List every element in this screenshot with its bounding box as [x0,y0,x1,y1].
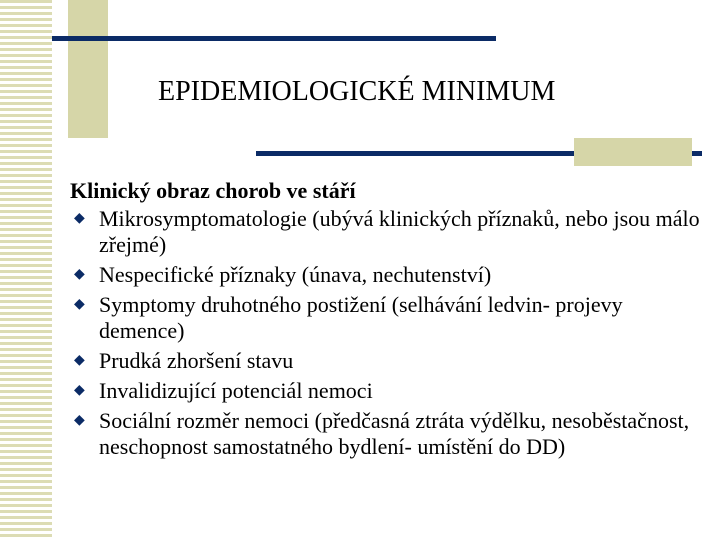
right-decor-block [574,138,692,166]
slide-body [70,178,710,464]
top-left-decor-block [68,0,108,138]
list-item [70,206,710,258]
list-item-text: Mikrosymptomatologie (ubývá klinických příznaků, nebo jsou málo zřejmé) [99,206,700,257]
diamond-bullet-icon: ◆ [74,383,85,398]
list-item [70,348,710,374]
list-item [70,292,710,344]
list-item [70,262,710,288]
top-accent-bar [52,36,496,41]
body-heading: Klinický obraz chorob ve stáří [70,178,356,203]
diamond-bullet-icon: ◆ [74,211,85,226]
left-stripe-decoration [0,0,52,540]
list-item-text: Invalidizující potenciál nemoci [99,378,373,403]
bullet-list [70,206,710,460]
slide-title: EPIDEMIOLOGICKÉ MINIMUM [158,76,556,107]
diamond-bullet-icon: ◆ [74,267,85,282]
list-item [70,378,710,404]
diamond-bullet-icon: ◆ [74,297,85,312]
list-item [70,408,710,460]
list-item-text: Symptomy druhotného postižení (selhávání ledvin- projevy demence) [99,292,623,343]
diamond-bullet-icon: ◆ [74,353,85,368]
list-item-text: Prudká zhoršení stavu [99,348,294,373]
diamond-bullet-icon: ◆ [74,413,85,428]
list-item-text: Sociální rozměr nemoci (předčasná ztráta výdělku, nesoběstačnost, neschopnost samostatného bydlení- umístění do DD) [99,408,690,459]
list-item-text: Nespecifické příznaky (únava, nechutenství) [99,262,492,287]
